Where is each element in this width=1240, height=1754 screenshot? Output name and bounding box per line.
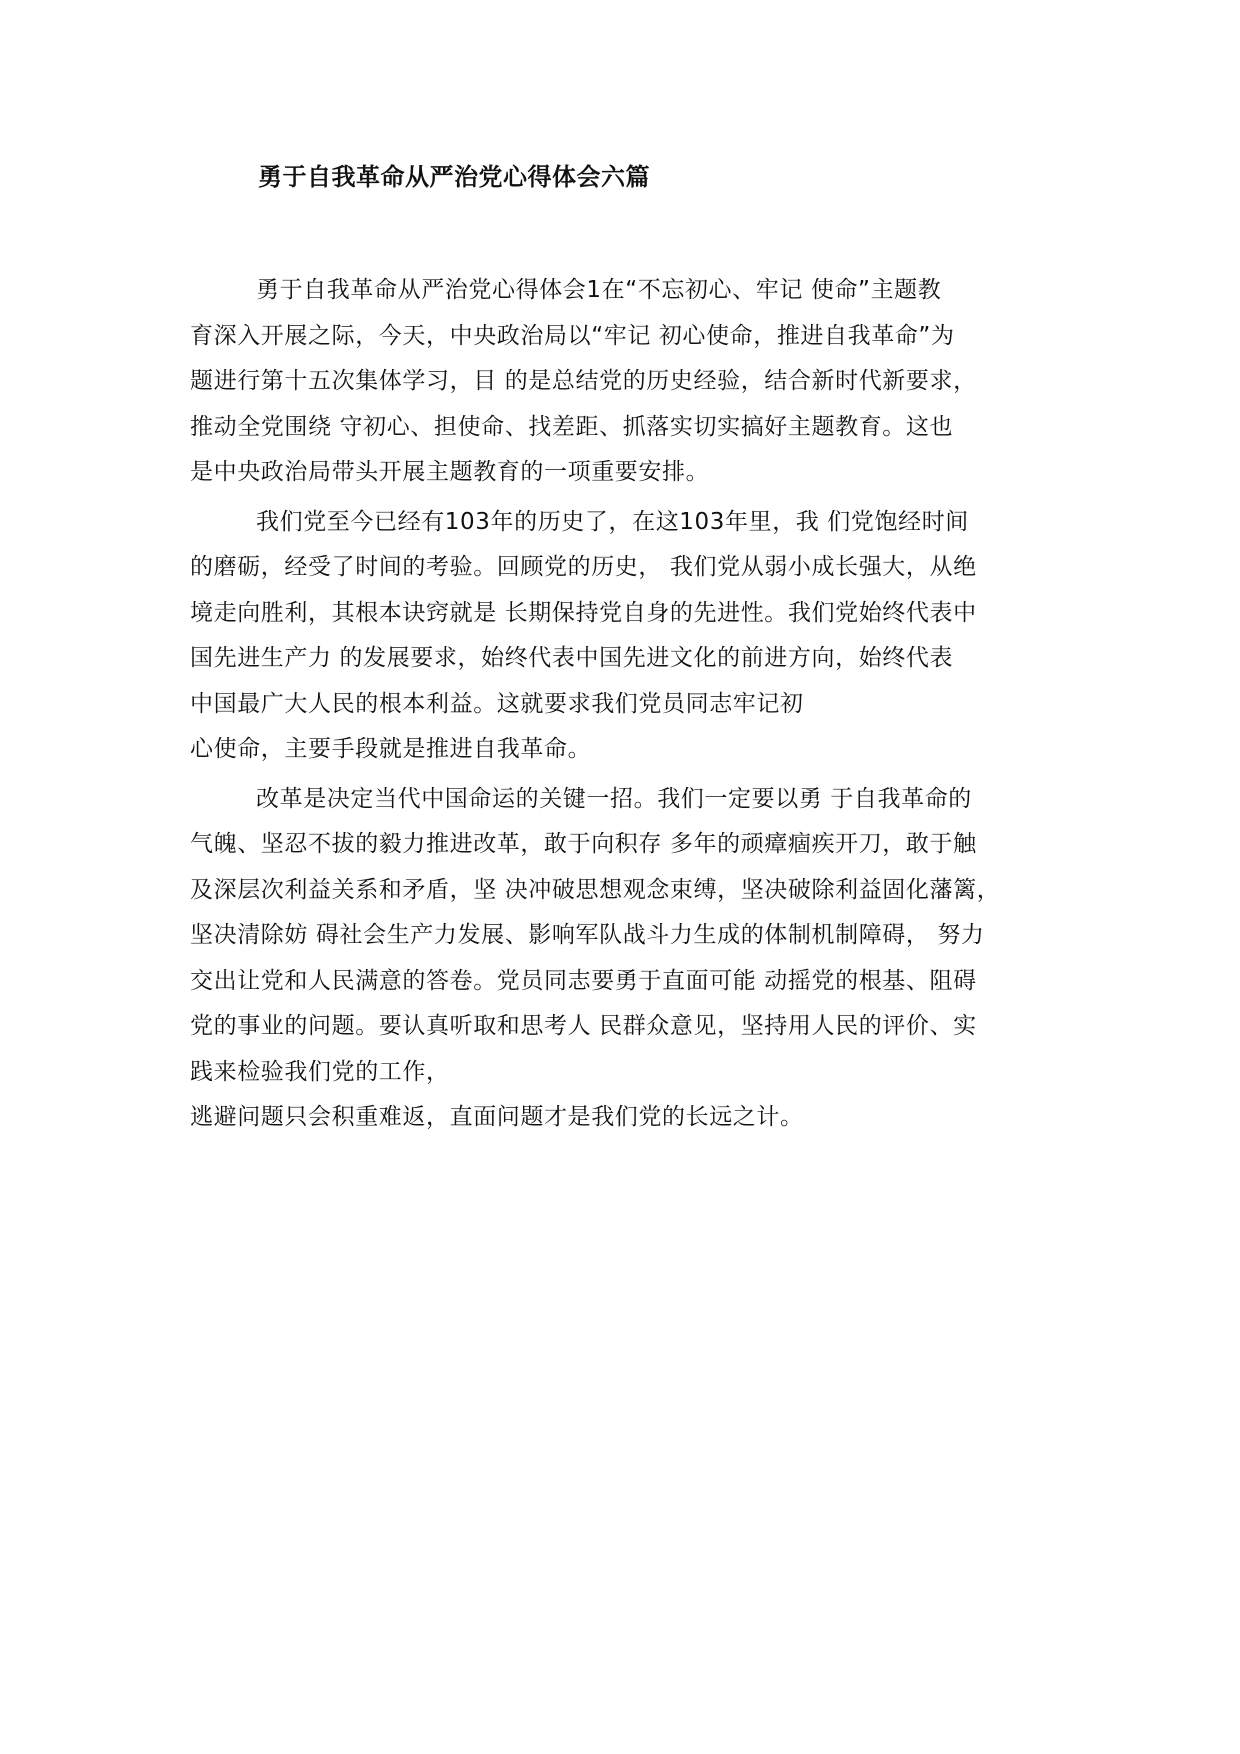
paragraph-line: 心使命，主要手段就是推进自我革命。 — [190, 736, 592, 762]
paragraph-line: 勇于自我革命从严治党心得体会1在“不忘初心、牢记 使命”主题教 — [256, 277, 942, 303]
paragraph-3 — [190, 777, 1090, 1141]
document-body — [190, 268, 1090, 1145]
document-title: 勇于自我革命从严治党心得体会六篇 — [258, 163, 650, 191]
paragraph-line: 践来检验我们党的工作， — [190, 1058, 450, 1085]
paragraph-line: 改革是决定当代中国命运的关键一招。我们一定要以勇 于自我革命的 — [256, 785, 972, 812]
paragraph-line: 党的事业的问题。要认真听取和思考人 民群众意见，坚持用人民的评价、实 — [190, 1013, 977, 1039]
paragraph-line: 及深层次利益关系和矛盾，坚 决冲破思想观念束缚，坚决破除利益固化藩篱， — [190, 876, 1001, 903]
paragraph-1 — [190, 268, 1090, 496]
paragraph-line: 的磨砺，经受了时间的考验。回顾党的历史， 我们党从弱小成长强大，从绝 — [190, 554, 977, 580]
paragraph-line: 国先进生产力 的发展要求，始终代表中国先进文化的前进方向，始终代表 — [190, 645, 954, 671]
paragraph-line: 坚决清除妨 碍社会生产力发展、影响军队战斗力生成的体制机制障碍， 努力 — [190, 922, 985, 948]
paragraph-line: 是中央政治局带头开展主题教育的一项重要安排。 — [190, 459, 710, 485]
paragraph-line: 逃避问题只会积重难返，直面问题才是我们党的长远之计。 — [190, 1104, 804, 1130]
paragraph-line: 境走向胜利，其根本诀窍就是 长期保持党自身的先进性。我们党始终代表中 — [190, 599, 977, 626]
paragraph-line: 中国最广大人民的根本利益。这就要求我们党员同志牢记初 — [190, 690, 804, 717]
paragraph-line: 推动全党围绕 守初心、担使命、找差距、抓落实切实搞好主题教育。这也 — [190, 413, 954, 440]
paragraph-line: 我们党至今已经有103年的历史了，在这103年里，我 们党饱经时间 — [256, 508, 969, 535]
paragraph-line: 育深入开展之际，今天，中央政治局以“牢记 初心使命，推进自我革命”为 — [190, 322, 955, 349]
paragraph-2 — [190, 500, 1090, 773]
paragraph-line: 气魄、坚忍不拔的毅力推进改革，敢于向积存 多年的顽瘴痼疾开刀，敢于触 — [190, 831, 977, 857]
paragraph-line: 题进行第十五次集体学习，目 的是总结党的历史经验，结合新时代新要求， — [190, 368, 977, 394]
paragraph-line: 交出让党和人民满意的答卷。党员同志要勇于直面可能 动摇党的根基、阻碍 — [190, 967, 977, 994]
